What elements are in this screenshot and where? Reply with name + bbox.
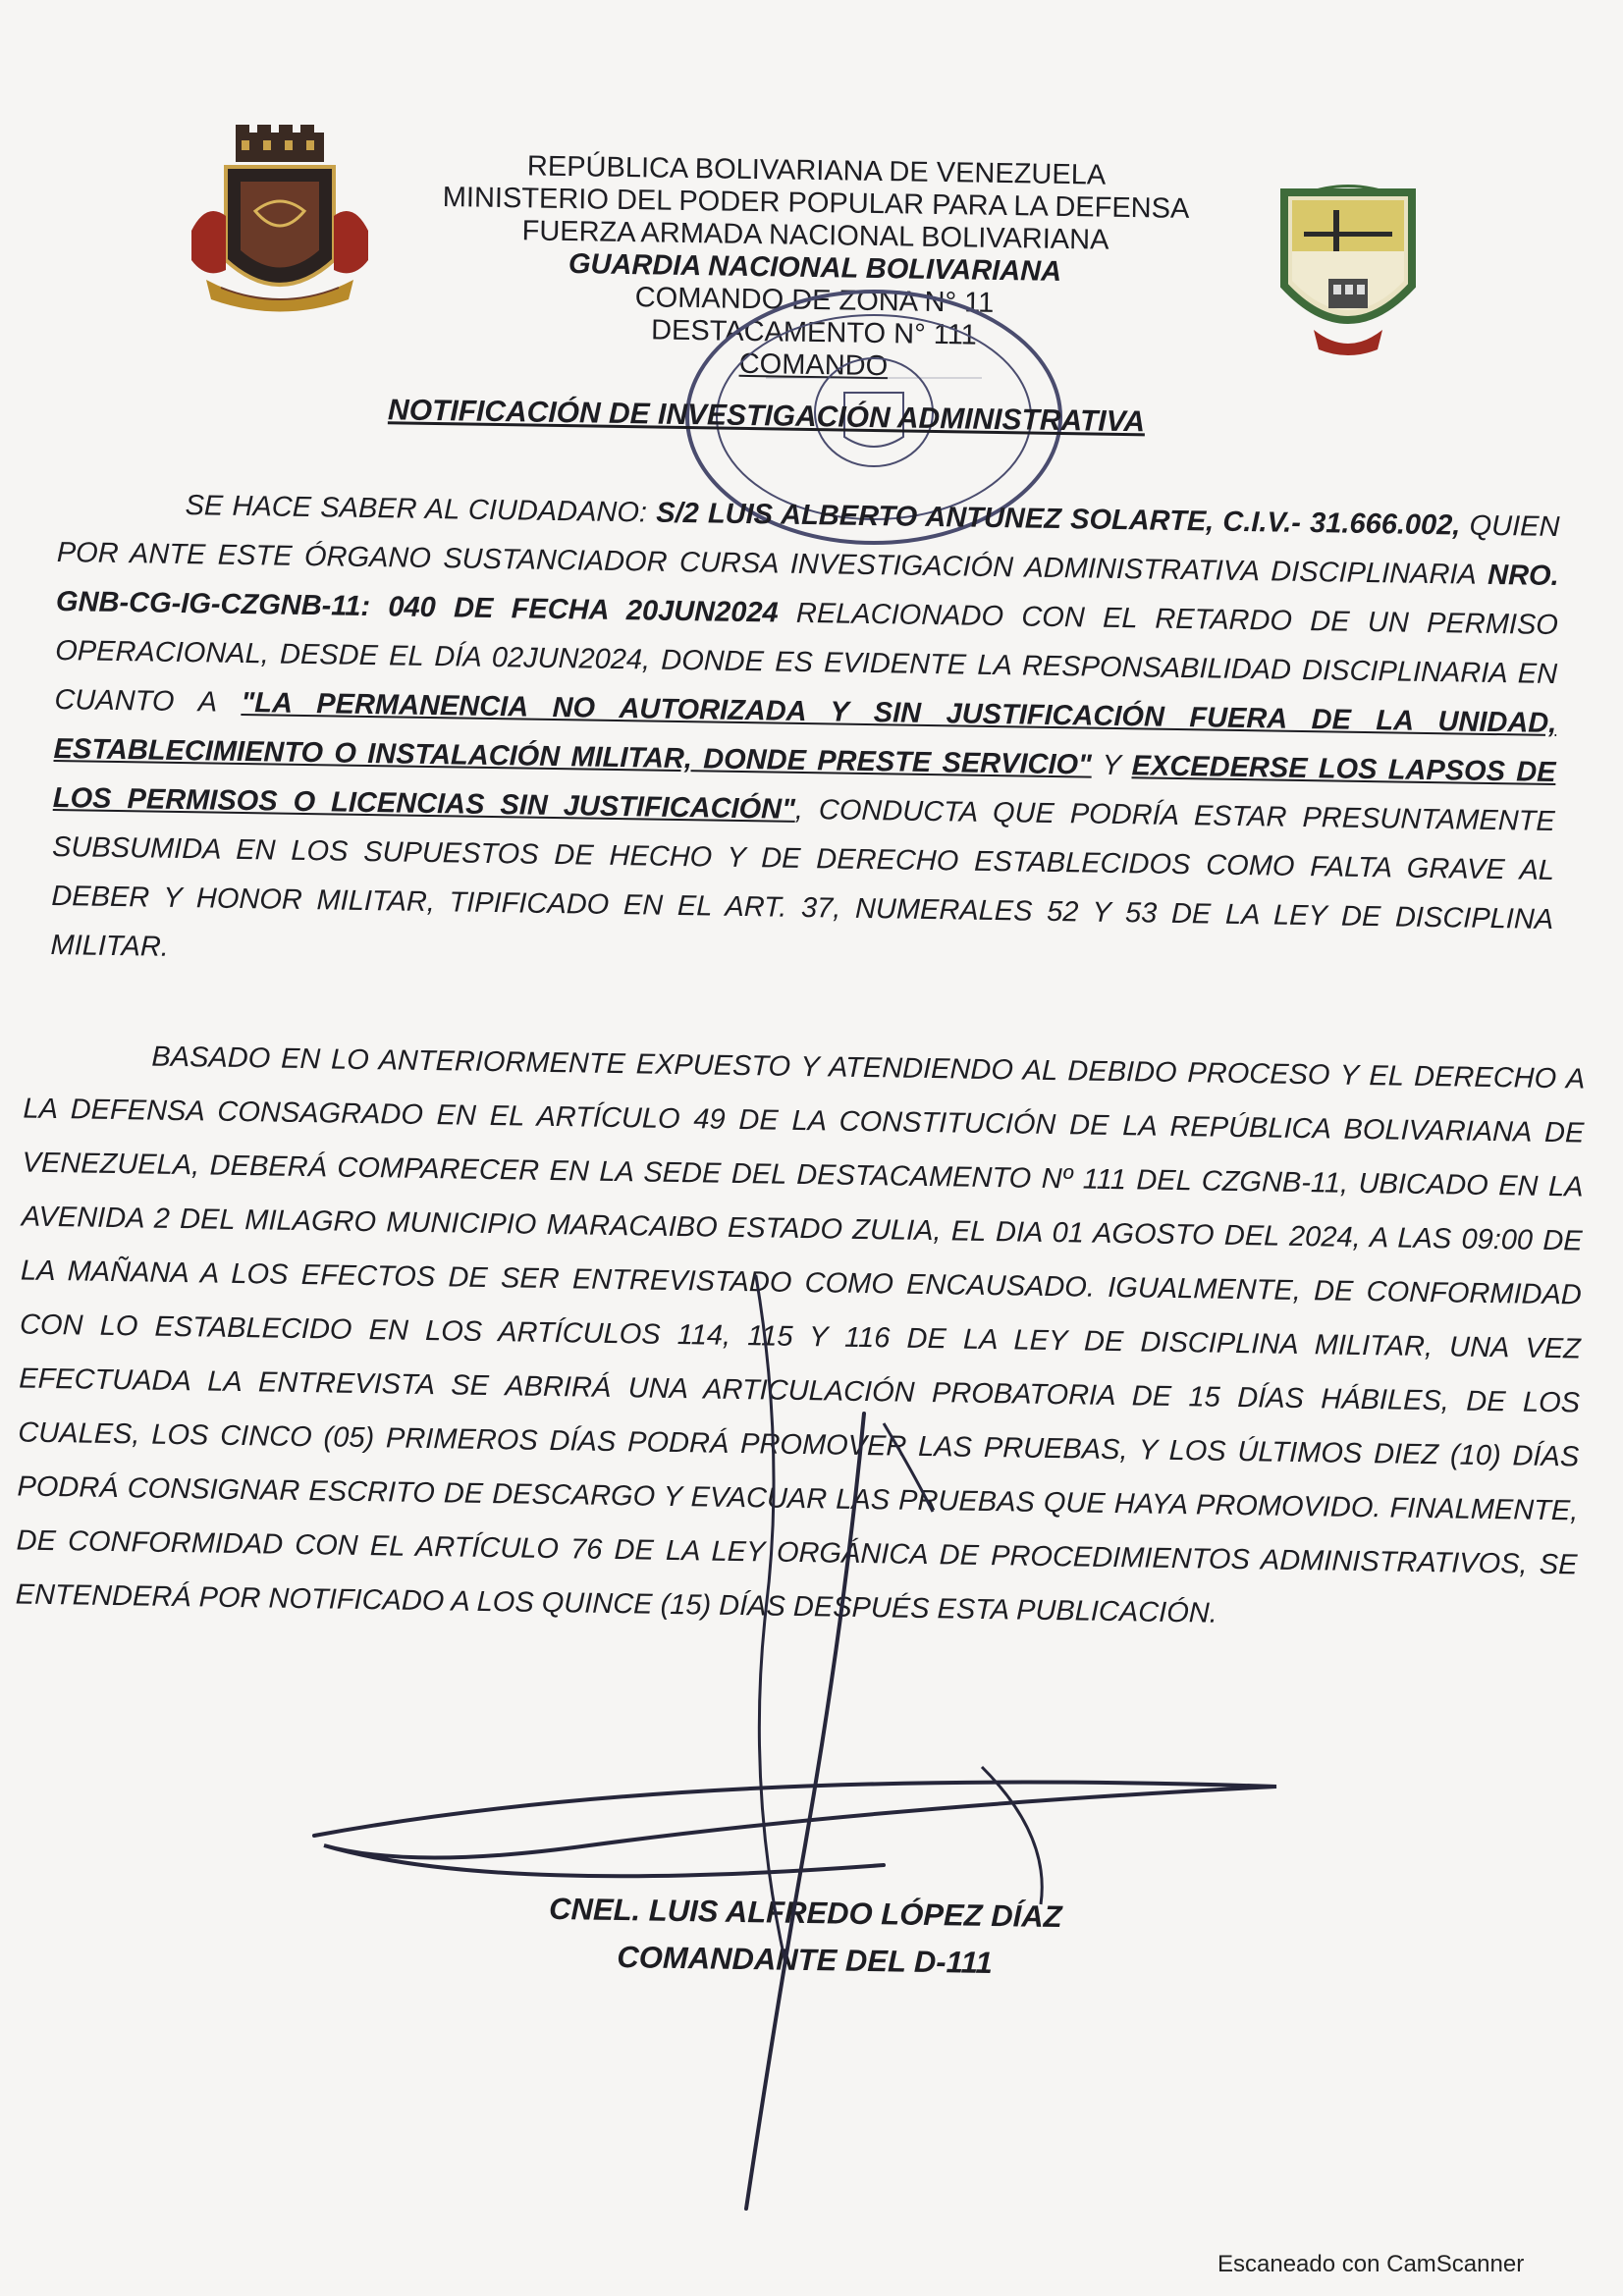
signature-block bbox=[460, 1885, 1149, 1990]
document-title: NOTIFICACIÓN DE INVESTIGACIÓN ADMINISTRATIVA bbox=[387, 394, 1146, 439]
header-ministry: MINISTERIO DEL PODER POPULAR PARA LA DEFENSA bbox=[442, 182, 1190, 225]
delay-text: RELACIONADO CON EL RETARDO DE UN PERMISO OPERACIONAL, DESDE EL DÍA 02JUN2024, DONDE ES EVIDENTE LA RESPONSABILIDAD DISCIPLINARIA EN CUANTO A bbox=[54, 597, 1559, 719]
conduct-text: , CONDUCTA QUE PODRÍA ESTAR PRESUNTAMENTE SUBSUMIDA EN LOS SUPUESTOS DE HECHO Y DE DERECHO ESTABLECIDOS COMO FALTA GRAVE AL DEBER Y HONOR MILITAR, TIPIFICADO EN EL ART. 37, NUMERALES 52 Y 53 DE LA LEY DE DISCIPLINA MILITAR. bbox=[50, 793, 1555, 963]
header-armed-force: FUERZA ARMADA NACIONAL BOLIVARIANA bbox=[521, 215, 1109, 256]
guardia-nacional-crest-logo bbox=[187, 123, 373, 319]
charge-two: EXCEDERSE LOS LAPSOS DE LOS PERMISOS O LICENCIAS SIN JUSTIFICACIÓN" bbox=[52, 750, 1556, 826]
notification-paragraph bbox=[50, 479, 1560, 993]
header-zone-command: COMANDO DE ZONA N° 11 bbox=[634, 282, 995, 319]
intro-text: SE HACE SABER AL CIUDADANO: bbox=[185, 490, 657, 529]
header-detachment: DESTACAMENTO N° 111 bbox=[650, 314, 978, 351]
scanner-watermark: Escaneado con CamScanner bbox=[1217, 2251, 1525, 2277]
summons-text: BASADO EN LO ANTERIORMENTE EXPUESTO Y ATENDIENDO AL DEBIDO PROCESO Y EL DERECHO A LA DEFENSA CONSAGRADO EN EL ARTÍCULO 49 DE LA CONSTITUCIÓN DE LA REPÚBLICA BOLIVARIANA DE VENEZUELA, DEBERÁ COMPARECER EN LA SEDE DEL DESTACAMENTO Nº 111 DEL CZGNB-11, UBICADO EN LA AVENIDA 2 DEL MILAGRO MUNICIPIO MARACAIBO ESTADO ZULIA, EL DIA 01 AGOSTO DEL 2024, A LAS 09:00 DE LA MAÑANA A LOS EFECTOS DE SER ENTREVISTADO COMO ENCAUSADO. IGUALMENTE, DE CONFORMIDAD CON LO ESTABLECIDO EN LOS ARTÍCULOS 114, 115 Y 116 DE LA LEY DE DISCIPLINA MILITAR, UNA VEZ EFECTUADA LA ENTREVISTA SE ABRIRÁ UNA ARTICULACIÓN PROBATORIA DE 15 DÍAS HÁBILES, DE LOS CUALES, LOS CINCO (05) PRIMEROS DÍAS PODRÁ PROMOVER LAS PRUEBAS, Y LOS ÚLTIMOS DIEZ (10) DÍAS PODRÁ CONSIGNAR ESCRITO DE DESCARGO Y EVACUAR LAS PRUEBAS QUE HAYA PROMOVIDO. FINALMENTE, DE CONFORMIDAD CON EL ARTÍCULO 76 DE LA LEY ORGÁNICA DE PROCEDIMIENTOS ADMINISTRATIVOS, SE ENTENDERÁ POR NOTIFICADO A LOS QUINCE (15) DÍAS DESPUÉS ESTA PUBLICACIÓN. bbox=[15, 1041, 1586, 1629]
case-number: NRO. GNB-CG-IG-CZGNB-11: 040 DE FECHA 20JUN2024 bbox=[55, 559, 1559, 629]
conjunction-text: Y bbox=[1091, 749, 1132, 782]
summons-paragraph bbox=[15, 1029, 1585, 1647]
charge-one: "LA PERMANENCIA NO AUTORIZADA Y SIN JUSTIFICACIÓN FUERA DE LA UNIDAD, ESTABLECIMIENTO O INSTALACIÓN MILITAR, DONDE PRESTE SERVICIO" bbox=[53, 686, 1557, 781]
header-guard: GUARDIA NACIONAL BOLIVARIANA bbox=[568, 248, 1062, 288]
header-command: COMANDO bbox=[738, 347, 889, 383]
header-republic: REPÚBLICA BOLIVARIANA DE VENEZUELA bbox=[526, 150, 1107, 191]
citizen-identity: S/2 LUIS ALBERTO ANTUNEZ SOLARTE, C.I.V.- 31.666.002, bbox=[655, 497, 1461, 542]
investigation-text: QUIEN POR ANTE ESTE ÓRGANO SUSTANCIADOR CURSA INVESTIGACIÓN ADMINISTRATIVA DISCIPLINARIA bbox=[56, 509, 1560, 591]
signer-name: CNEL. LUIS ALFREDO LÓPEZ DÍAZ bbox=[548, 1891, 1062, 1935]
destacamento-shield-logo bbox=[1274, 183, 1422, 359]
signer-role: COMANDANTE DEL D-111 bbox=[617, 1939, 994, 1980]
